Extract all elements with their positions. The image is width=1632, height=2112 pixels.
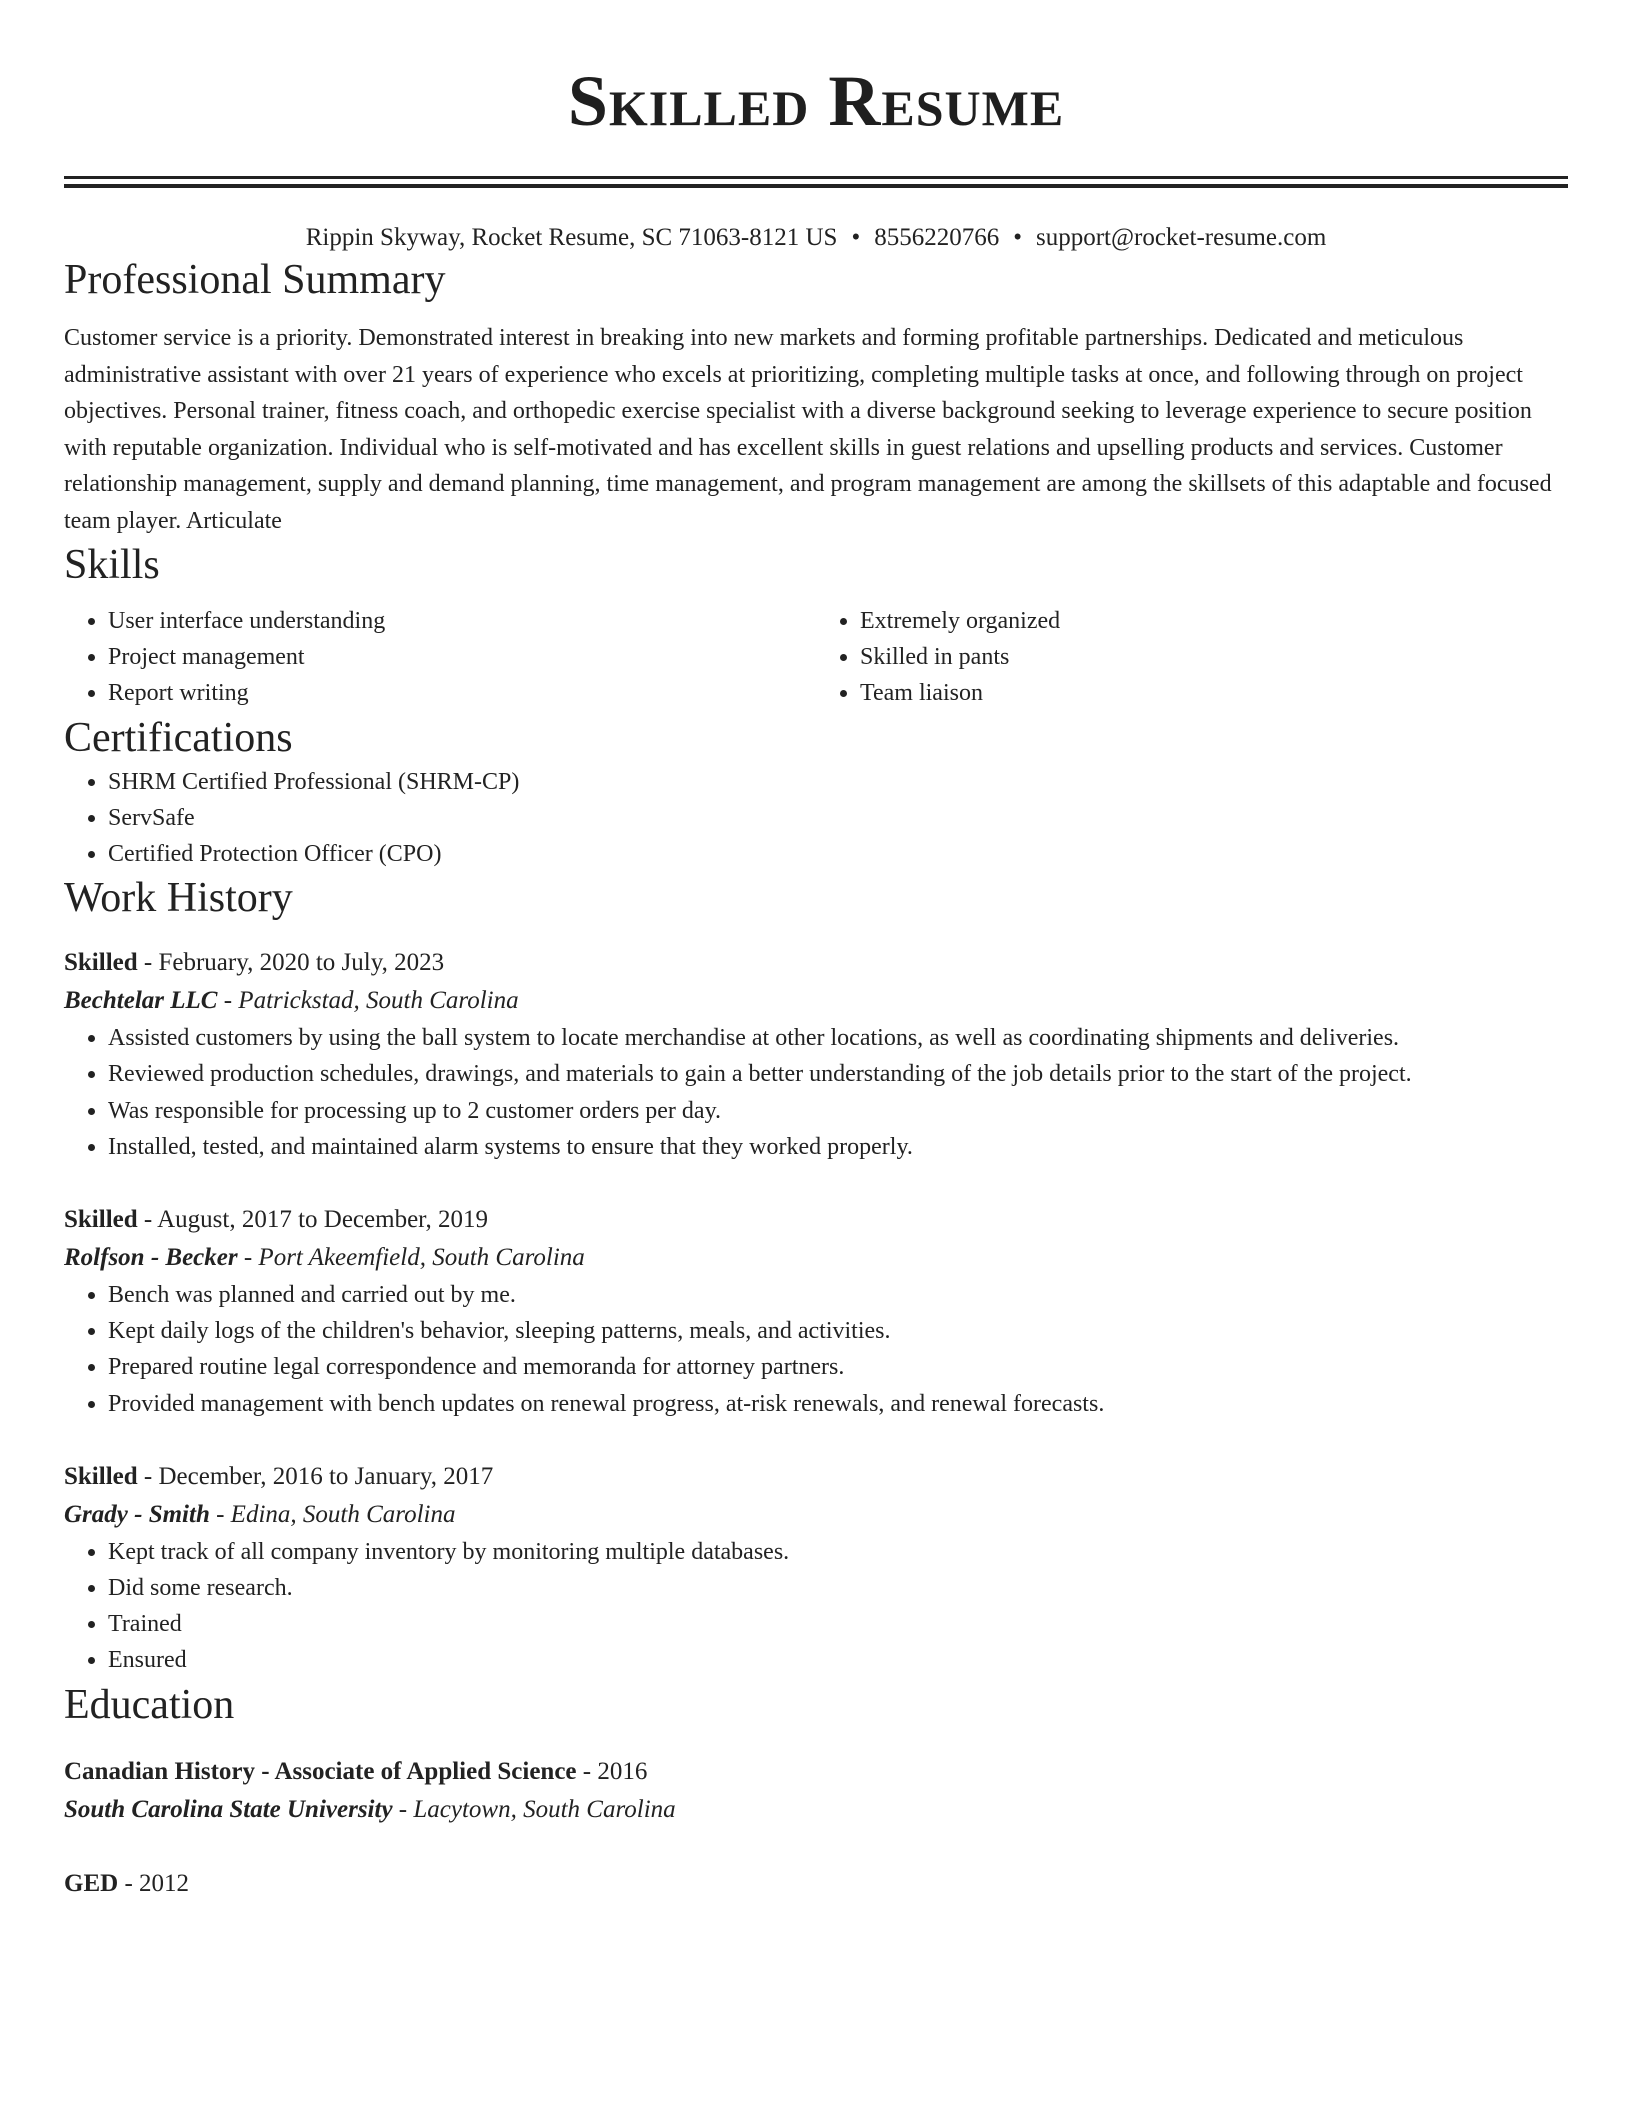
job-duty: • Provided management with bench updates on renewal progress, at-risk renewals, and renewal forecasts. xyxy=(108,1386,1568,1422)
job-duty: • Did some research. xyxy=(108,1570,1568,1606)
header-rule-top xyxy=(64,176,1568,179)
job-role: Skilled xyxy=(64,1462,138,1490)
education-degree: GED xyxy=(64,1869,119,1897)
contact-line xyxy=(64,222,1568,254)
job-duties xyxy=(64,1277,1568,1422)
job-dates: - February, 2020 to July, 2023 xyxy=(137,949,445,977)
job-company-line xyxy=(64,1239,1568,1277)
summary-text: Customer service is a priority. Demonstrated interest in breaking into new markets and forming profitable partnerships. Dedicated and meticulous administrative assistant with over 21 years of experience who excels at prioritizing, completing multiple tasks at once, and following through on project objectives. Personal trainer, fitness coach, and orthopedic exercise specialist with a diverse background seeking to leverage experience to secure position with reputable organization. Individual who is self-motivated and has excellent skills in guest relations and upselling products and services. Customer relationship management, supply and demand planning, time management, and program management are among the skillsets of this adaptable and focused team player. Articulate xyxy=(64,325,1552,534)
job-duty: • Kept track of all company inventory by monitoring multiple databases. xyxy=(108,1534,1568,1570)
job-role: Skilled xyxy=(64,1206,138,1234)
education-degree-line xyxy=(64,1753,1568,1791)
skill-item: • Extremely organized xyxy=(860,603,1568,639)
certification-item: • SHRM Certified Professional (SHRM-CP) xyxy=(108,764,1568,800)
job-duty: • Trained xyxy=(108,1606,1568,1642)
education-location: - Lacytown, South Carolina xyxy=(392,1795,676,1823)
job-company-line xyxy=(64,982,1568,1020)
education-entry xyxy=(64,1865,1568,1903)
contact-separator: • xyxy=(1013,224,1022,251)
contact-phone: 8556220766 xyxy=(874,224,1000,251)
job-title-line xyxy=(64,944,1568,982)
job-duty: • Was responsible for processing up to 2 customer orders per day. xyxy=(108,1093,1568,1129)
job-duty: • Reviewed production schedules, drawings, and materials to gain a better understanding of the job details prior to the start of the project. xyxy=(108,1056,1568,1092)
skills-heading: Skills xyxy=(64,542,160,588)
job-duty: • Assisted customers by using the ball system to locate merchandise at other locations, as well as coordinating shipments and deliveries. xyxy=(108,1020,1568,1056)
job-duty: • Bench was planned and carried out by me. xyxy=(108,1277,1568,1313)
certifications-list xyxy=(64,764,1568,873)
job-company: Grady - Smith xyxy=(64,1500,210,1528)
skill-item: • Report writing xyxy=(108,675,816,711)
job-location: - Edina, South Carolina xyxy=(209,1500,456,1528)
skill-item: • Project management xyxy=(108,639,816,675)
certifications-heading: Certifications xyxy=(64,714,293,761)
skill-item: • User interface understanding xyxy=(108,603,816,639)
resume-name: Skilled Resume xyxy=(567,61,1065,141)
job-duty: • Prepared routine legal correspondence and memoranda for attorney partners. xyxy=(108,1349,1568,1385)
education-degree: Canadian History - Associate of Applied Science xyxy=(64,1757,577,1785)
certification-item: • Certified Protection Officer (CPO) xyxy=(108,836,1568,872)
job-company: Rolfson - Becker xyxy=(64,1244,238,1272)
job-location: - Patrickstad, South Carolina xyxy=(217,987,519,1015)
education-year: - 2016 xyxy=(576,1757,648,1785)
education-school-line xyxy=(64,1791,1568,1829)
contact-separator: • xyxy=(851,224,861,251)
skill-item: • Team liaison xyxy=(860,675,1568,711)
education-school: South Carolina State University xyxy=(64,1795,393,1823)
skills-list-right xyxy=(816,603,1568,712)
education-degree-line xyxy=(64,1865,1568,1903)
job-entry xyxy=(64,1201,1568,1422)
job-entry xyxy=(64,944,1568,1165)
job-role: Skilled xyxy=(64,949,138,977)
job-duty: • Installed, tested, and maintained alarm systems to ensure that they worked properly. xyxy=(108,1129,1568,1165)
job-duty: • Kept daily logs of the children's behavior, sleeping patterns, meals, and activities. xyxy=(108,1313,1568,1349)
job-duty: • Ensured xyxy=(108,1642,1568,1678)
education-entry xyxy=(64,1753,1568,1829)
job-company-line xyxy=(64,1496,1568,1534)
contact-address: Rippin Skyway, Rocket Resume, SC 71063-8121 US xyxy=(305,224,838,251)
job-dates: - August, 2017 to December, 2019 xyxy=(137,1206,488,1234)
job-entry xyxy=(64,1458,1568,1679)
skills-list-left xyxy=(64,603,816,712)
work-history-heading: Work History xyxy=(64,875,293,922)
job-title-line xyxy=(64,1201,1568,1239)
education-heading: Education xyxy=(64,1681,235,1728)
job-location: - Port Akeemfield, South Carolina xyxy=(237,1244,585,1272)
skills-columns xyxy=(64,603,1568,712)
job-dates: - December, 2016 to January, 2017 xyxy=(137,1462,494,1490)
job-duties xyxy=(64,1534,1568,1679)
job-duties xyxy=(64,1020,1568,1165)
header-rule-bottom xyxy=(64,184,1568,188)
job-title-line xyxy=(64,1458,1568,1496)
summary-heading: Professional Summary xyxy=(64,257,446,303)
contact-email: support@rocket-resume.com xyxy=(1035,224,1327,251)
certification-item: • ServSafe xyxy=(108,800,1568,836)
skill-item: • Skilled in pants xyxy=(860,639,1568,675)
education-year: - 2012 xyxy=(118,1869,190,1897)
job-company: Bechtelar LLC xyxy=(64,987,218,1015)
